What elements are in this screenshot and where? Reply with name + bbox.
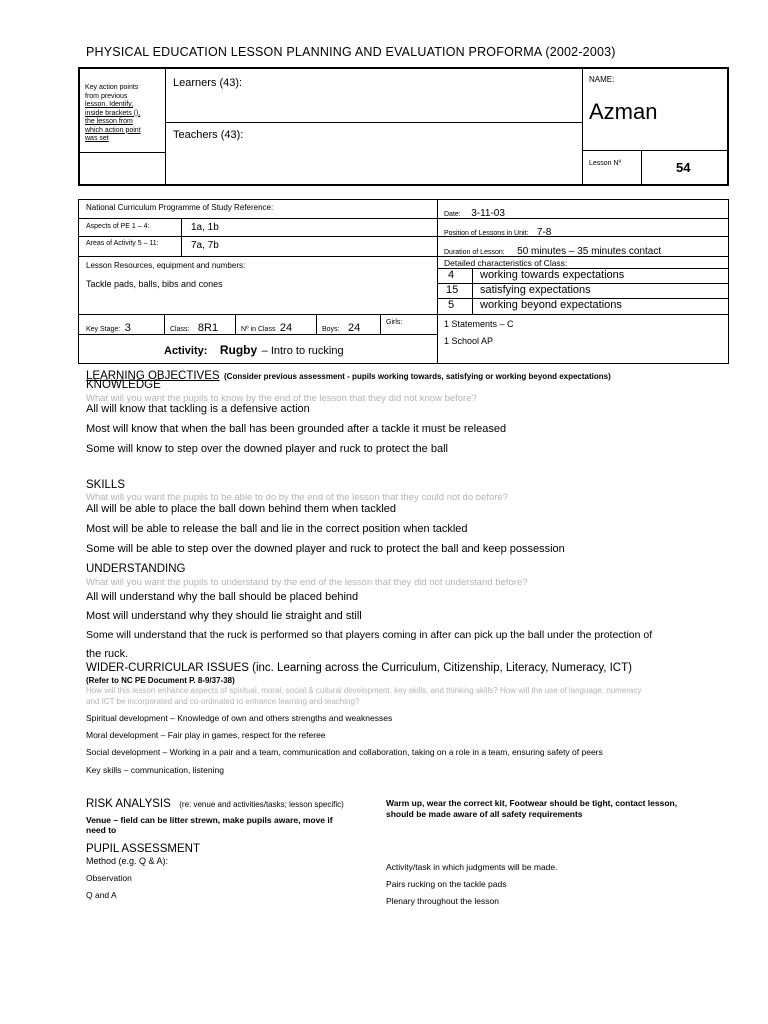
key-stage-field: Key Stage: 3 (86, 322, 131, 334)
assessment-activity-label: Activity/task in which judgments will be made. (386, 862, 558, 872)
objective-item: All will understand why the ball should be placed behind (86, 591, 359, 603)
girls-label: Girls: (386, 319, 403, 326)
objective-item: the ruck. (86, 648, 129, 660)
risk-analysis-heading: RISK ANALYSIS (re: venue and activities/tasks; lesson specific) (86, 798, 344, 810)
knowledge-heading: KNOWLEDGE (86, 379, 161, 391)
objective-item: Some will understand that the ruck is performed so that players coming in after can pick up the ball under the protection of (86, 629, 653, 641)
resources-value: Tackle pads, balls, bibs and cones (86, 279, 223, 289)
objective-item: All will know that tackling is a defensive action (86, 403, 310, 415)
page-title: PHYSICAL EDUCATION LESSON PLANNING AND EVALUATION PROFORMA (2002-2003) (86, 45, 616, 59)
nc-document-ref: (Refer to NC PE Document P. 8-9/37-38) (86, 676, 235, 685)
risk-left: Venue – field can be litter strewn, make pupils aware, move if need to (86, 815, 333, 835)
name-label: NAME: (589, 75, 615, 84)
number-in-class-field: Nº in Class 24 (241, 322, 293, 334)
nc-reference-label: National Curriculum Programme of Study Reference: (86, 203, 274, 212)
skills-heading: SKILLS (86, 479, 125, 491)
date-field: Date: 3-11-03 (444, 208, 505, 219)
assessment-item: Observation (86, 873, 132, 883)
char-count: 15 (446, 284, 459, 296)
char-count: 4 (448, 269, 455, 281)
wider-curricular-heading: WIDER-CURRICULAR ISSUES (inc. Learning across the Curriculum, Citizenship, Literacy, Numeracy, ICT) (86, 662, 632, 674)
wider-prompt: How will this lesson enhance aspects of spiritual, moral, social & cultural development, key skills, and thinking skills? How will the use of language, numeracy (86, 686, 642, 695)
understanding-prompt: What will you want the pupils to understand by the end of the lesson that they did not understand before? (86, 577, 528, 588)
key-action-note: Key action points from previous lesson. Identify, inside brackets (), the lesson from which action point was set (85, 84, 141, 142)
resources-label: Lesson Resources, equipment and numbers: (86, 261, 246, 270)
wider-item: Key skills – communication, listening (86, 765, 224, 775)
skills-prompt: What will you want the pupils to be able to do by the end of the lesson that they could not do before? (86, 492, 508, 503)
assessment-item: Pairs rucking on the tackle pads (386, 879, 507, 889)
objective-item: Some will know to step over the downed player and ruck to protect the ball (86, 443, 448, 455)
school-ap: 1 School AP (444, 336, 494, 346)
areas-value: 7a, 7b (191, 240, 219, 251)
aspects-value: 1a, 1b (191, 222, 219, 233)
objective-item: All will be able to place the ball down behind them when tackled (86, 503, 397, 515)
char-text: working towards expectations (480, 269, 625, 281)
lesson-number-label: Lesson Nº (589, 160, 622, 167)
name-value: Azman (589, 99, 658, 124)
knowledge-prompt: What will you want the pupils to know by the end of the lesson that they did not know before? (86, 393, 477, 404)
boys-field: Boys: 24 (322, 322, 361, 334)
class-characteristics-label: Detailed characteristics of Class: (444, 258, 568, 268)
char-text: working beyond expectations (480, 299, 622, 311)
statements: 1 Statements – C (444, 319, 514, 329)
wider-item: Social development – Working in a pair and a team, communication and collaboration, taking on a role in a team, ensuring safety of peers (86, 747, 603, 757)
position-field: Position of Lessons in Unit: 7-8 (444, 227, 552, 238)
activity-line: Activity: Rugby – Intro to rucking (164, 343, 344, 357)
char-text: satisfying expectations (480, 284, 591, 296)
wider-item: Spiritual development – Knowledge of own and others strengths and weaknesses (86, 713, 393, 723)
assessment-method-label: Method (e.g. Q & A): (86, 856, 169, 866)
teachers-label: Teachers (43): (173, 129, 244, 141)
risk-right: Warm up, wear the correct kit, Footwear should be tight, contact lesson, should be made aware of all safety requirements (386, 798, 678, 819)
wider-item: Moral development – Fair play in games, respect for the referee (86, 730, 326, 740)
pupil-assessment-heading: PUPIL ASSESSMENT (86, 843, 200, 855)
objective-item: Some will be able to step over the downed player and ruck to protect the ball and keep possession (86, 543, 565, 555)
objective-item: Most will know that when the ball has been grounded after a tackle it must be released (86, 423, 507, 435)
duration-field: Duration of Lesson: 50 minutes – 35 minutes contact (444, 246, 662, 257)
understanding-heading: UNDERSTANDING (86, 563, 186, 575)
assessment-item: Q and A (86, 890, 117, 900)
objective-item: Most will be able to release the ball and lie in the correct position when tackled (86, 523, 468, 535)
class-field: Class: 8R1 (170, 322, 219, 334)
learning-objectives-heading: LEARNING OBJECTIVES (Consider previous assessment - pupils working towards, satisfying or working beyond expectations) (86, 370, 611, 382)
areas-label: Areas of Activity 5 – 11: (86, 240, 159, 247)
aspects-label: Aspects of PE 1 – 4: (86, 223, 150, 230)
objective-item: Most will understand why they should lie straight and still (86, 610, 362, 622)
wider-prompt: and ICT be incorporated and co-ordinated to enhance learning and teaching? (86, 697, 360, 706)
lesson-number-value: 54 (676, 160, 691, 175)
assessment-item: Plenary throughout the lesson (386, 896, 499, 906)
learners-label: Learners (43): (173, 77, 243, 89)
char-count: 5 (448, 299, 455, 311)
